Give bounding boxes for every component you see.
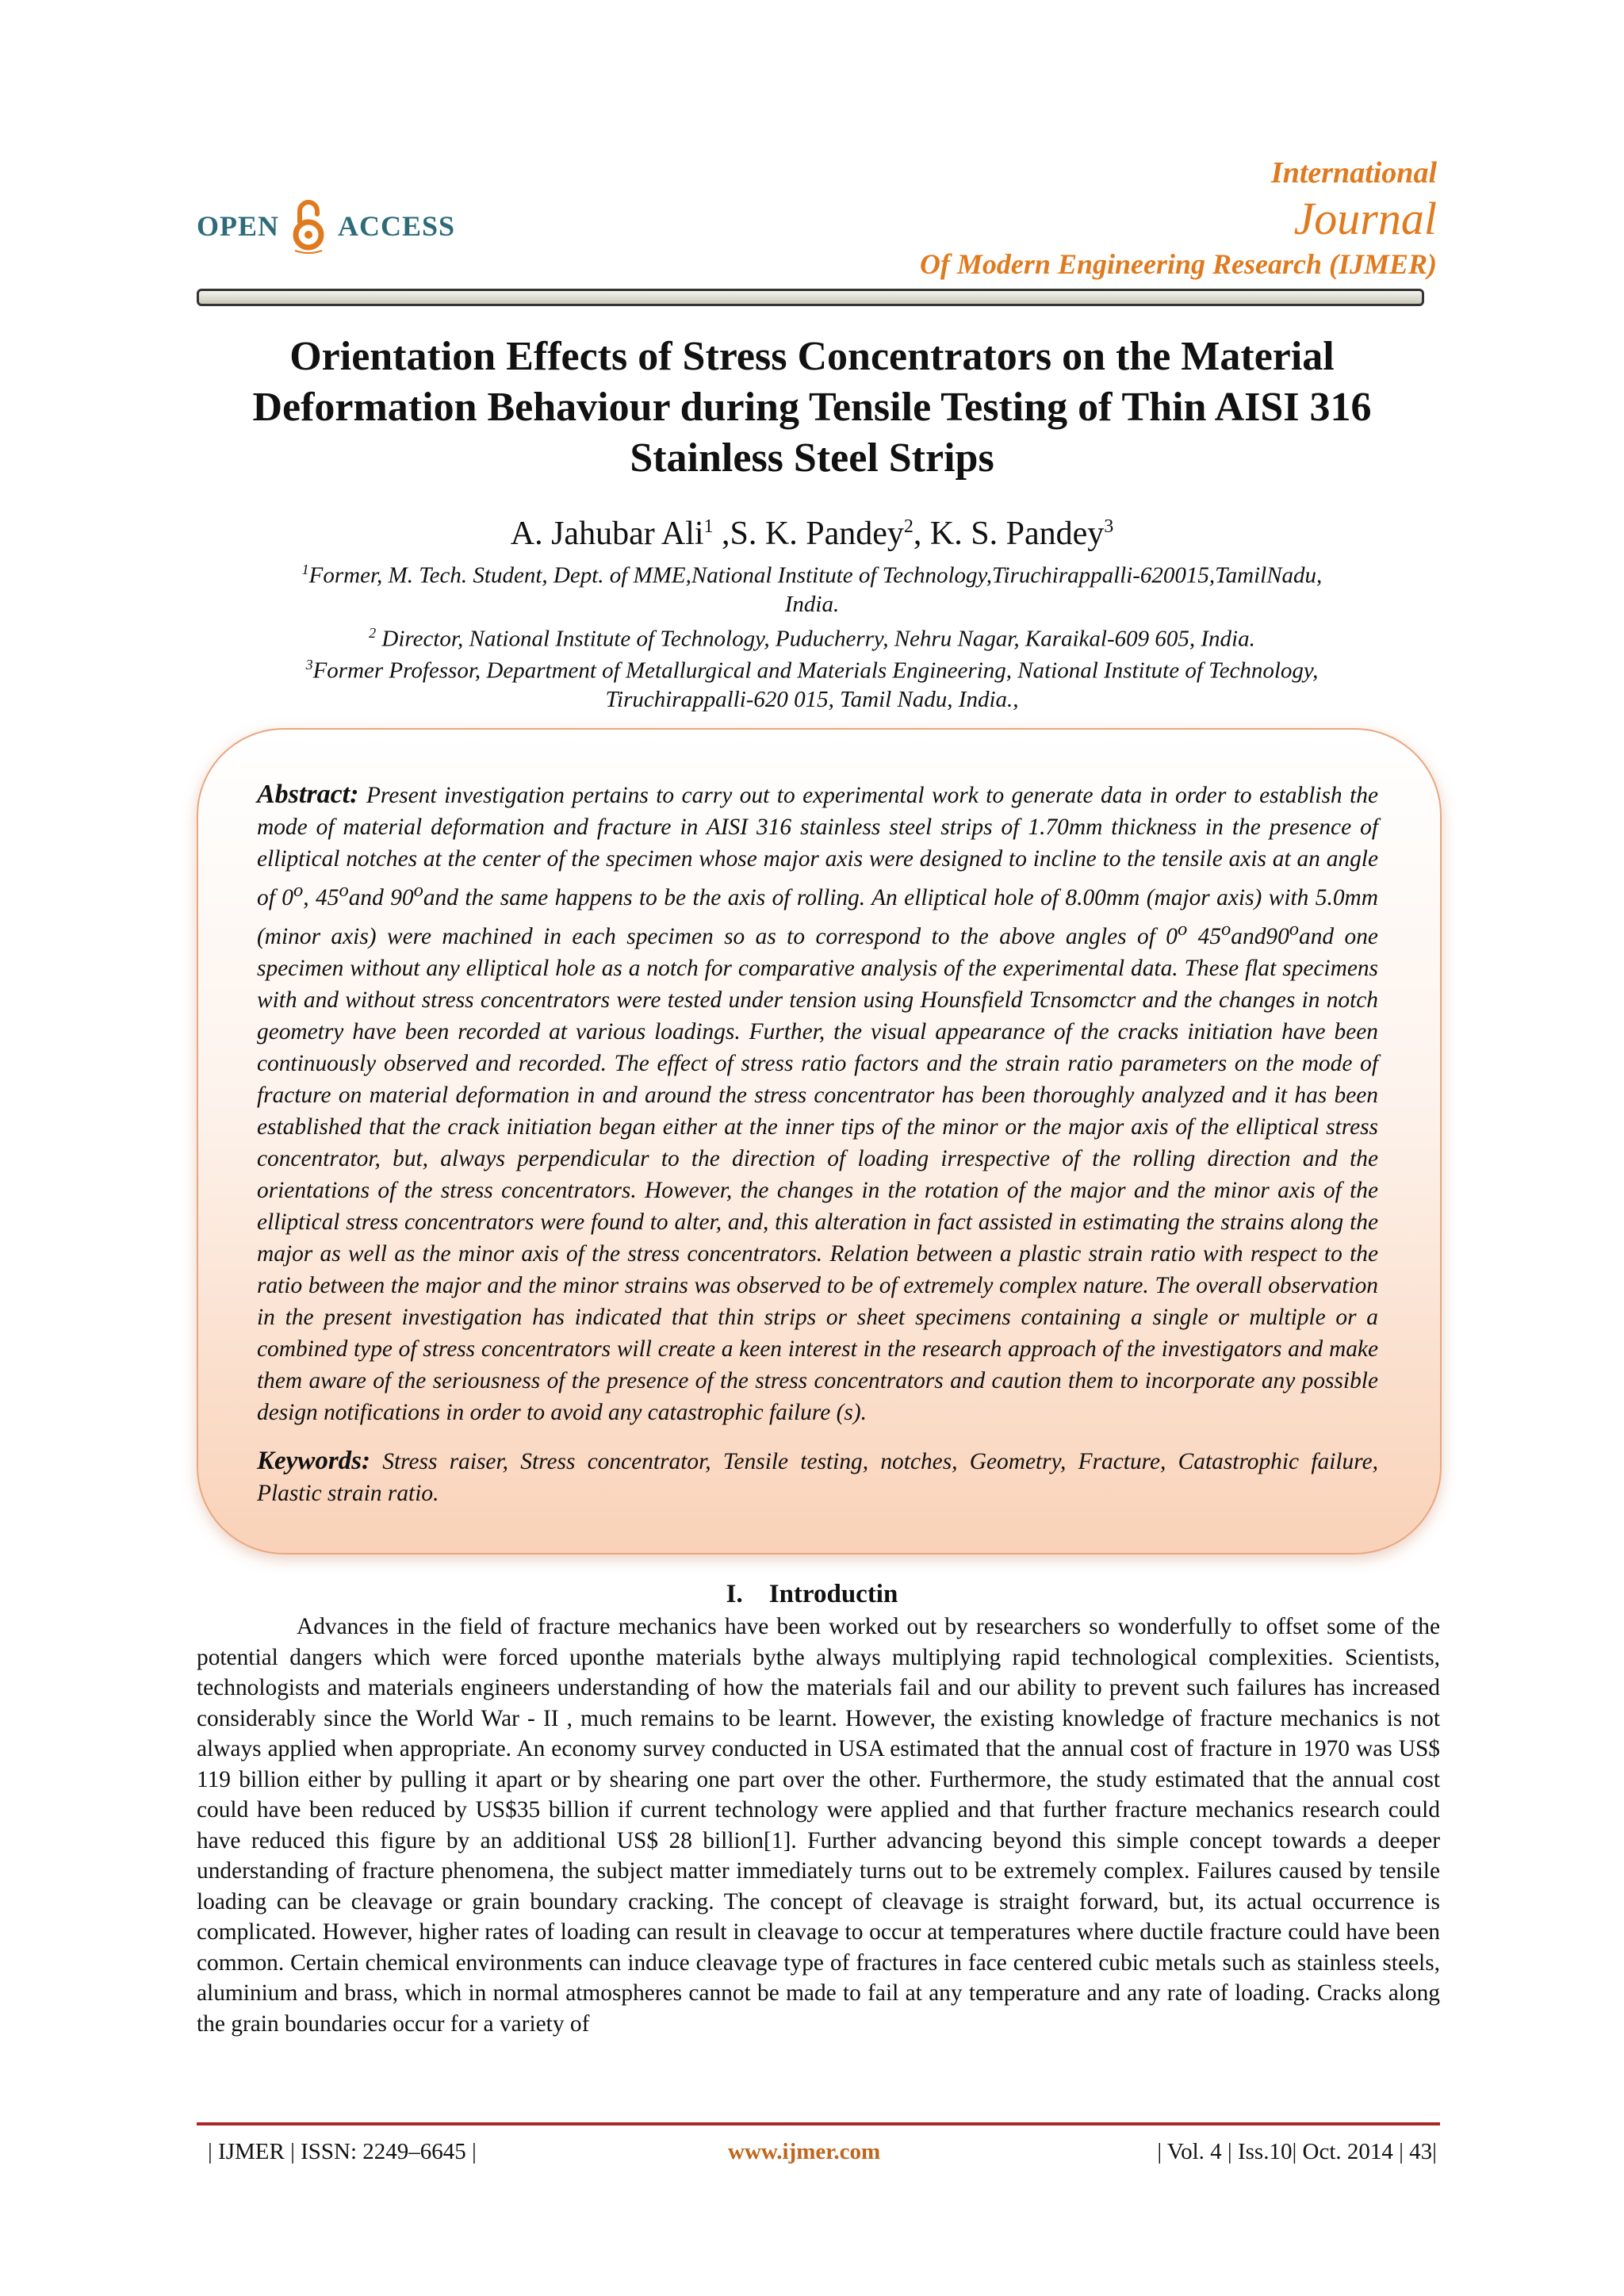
footer-rule — [197, 2122, 1440, 2125]
footer-website-link[interactable]: www.ijmer.com — [728, 2139, 881, 2164]
affiliation-2 — [182, 619, 1442, 654]
paper-title — [159, 332, 1465, 484]
affiliation-mark: 2 — [369, 625, 377, 641]
abstract-segment: and 90 — [348, 884, 414, 910]
abstract-segment: and the same happens to be the axis of rolling. An elliptical hole of 8.00mm (major axis) with 5.0mm (minor axis) were machined in each specimen so as to correspond to the above angles of 0 — [257, 884, 1379, 949]
section-heading: I. Introductin — [726, 1580, 898, 1608]
abstract-text — [257, 779, 1378, 1428]
author-name: A. Jahubar Ali — [510, 516, 704, 552]
journal-line-journal: Journal — [1293, 193, 1437, 244]
affiliation-1 — [182, 555, 1442, 619]
journal-name — [920, 154, 1437, 282]
degree-mark: o — [1221, 918, 1231, 940]
keywords-list: Stress raiser, Stress concentrator, Tensile testing, notches, Geometry, Fracture, Catastrophic failure, Plastic strain ratio. — [257, 1449, 1378, 1506]
title-line: Deformation Behaviour during Tensile Testing of Thin AISI 316 — [252, 385, 1372, 430]
abstract-segment: 45 — [1187, 923, 1222, 949]
degree-mark: o — [1289, 918, 1300, 940]
degree-mark: o — [413, 880, 423, 901]
abstract-segment: , 45 — [303, 884, 339, 910]
journal-line-international: International — [1270, 156, 1437, 190]
affiliation-text: Former Professor, Department of Metallurgical and Materials Engineering, National Institute of Technology, — [312, 657, 1319, 684]
open-access-left-text: OPEN — [197, 210, 280, 242]
affiliation-mark: 3 — [305, 657, 313, 673]
journal-line-ijmer: Of Modern Engineering Research (IJMER) — [919, 248, 1437, 280]
introduction-paragraph: Advances in the field of fracture mechanics have been worked out by researchers so wonderfully to offset some of the potential dangers which were forced uponthe materials bythe always multiplying rapid technological complexities. Scientists, technologists and materials engineers understanding of how the materials fail and our ability to prevent such failures has increased considerably since the World War - II , much remains to be learnt. However, the existing knowledge of fracture mechanics is not always applied when appropriate. An economy survey conducted in USA estimated that the annual cost of fracture in 1970 was US$ 119 billion either by pulling it apart or by shearing one part over the other. Furthermore, the study estimated that the annual cost could have been reduced by US$35 billion if current technology were applied and that further fracture mechanics research could have reduced this figure by an additional US$ 28 billion[1]. Further advancing beyond this simple concept towards a deeper understanding of fracture phenomena, the subject matter immediately turns out to be extremely complex. Failures caused by tensile loading can be cleavage or grain boundary cracking. The concept of cleavage is straight forward, but, its actual occurrence is complicated. However, higher rates of loading can result in cleavage to occur at temperatures where ductile fracture could have been common. Certain chemical environments can induce cleavage type of fractures in face centered cubic metals such as stainless steels, aluminium and brass, which in normal atmospheres cannot be made to fail at any temperature and any rate of loading. Cracks along the grain boundaries occur for a variety of — [197, 1614, 1440, 2037]
affiliation-text: Former, M. Tech. Student, Dept. of MME,National Institute of Technology,Tiruchirappalli-620015,TamilNadu, — [308, 562, 1323, 588]
author-list — [159, 506, 1465, 554]
header-divider-bar — [197, 289, 1424, 306]
open-access-logo — [197, 198, 455, 254]
affiliation-mark: 1 — [301, 562, 309, 577]
title-line: Stainless Steel Strips — [630, 435, 994, 481]
author-name: ,S. K. Pandey — [713, 516, 904, 552]
author-affiliation-mark: 3 — [1104, 516, 1114, 537]
footer-volume-page: | Vol. 4 | Iss.10| Oct. 2014 | 43| — [1157, 2139, 1437, 2164]
abstract-segment: and90 — [1231, 923, 1289, 949]
affiliation-text: Director, National Institute of Technology, Puducherry, Nehru Nagar, Karaikal-609 605, India. — [376, 626, 1255, 652]
keywords-label: Keywords: — [257, 1447, 370, 1475]
title-line: Orientation Effects of Stress Concentrators on the Material — [289, 334, 1335, 379]
affiliation-text: Tiruchirappalli-620 015, Tamil Nadu, India., — [605, 686, 1019, 712]
open-access-right-text: ACCESS — [338, 210, 456, 242]
author-affiliation-mark: 1 — [703, 516, 714, 537]
degree-mark: o — [293, 880, 304, 901]
author-affiliation-mark: 2 — [903, 516, 914, 537]
affiliation-3 — [182, 650, 1442, 714]
affiliation-text: India. — [784, 591, 840, 617]
abstract-segment: and one specimen without any elliptical hole as a notch for comparative analysis of the experimental data. These flat specimens with and without stress concentrators were tested under tension using Hounsfield Tcnsomctcr and the changes in notch geometry have been recorded at various loadings. Further, the visual appearance of the cracks initiation have been continuously observed and recorded. The effect of stress ratio factors and the strain ratio parameters on the mode of fracture on material deformation in and around the stress concentrator has been thoroughly analyzed and it has been established that the crack initiation began either at the inner tips of the minor or the major axis of the elliptical stress concentrator, but, always perpendicular to the direction of loading irrespective of the rolling direction and the orientations of the stress concentrators. However, the changes in the rotation of the major and the minor axis of the elliptical stress concentrators were found to alter, and, this alteration in fact assisted in estimating the strains along the major as well as the minor axis of the stress concentrators. Relation between a plastic strain ratio with respect to the ratio between the major and the minor strains was observed to be of extremely complex nature. The overall observation in the present investigation has indicated that thin strips or sheet specimens containing a single or multiple or a combined type of stress concentrators will create a keen interest in the research approach of the investigators and make them aware of the seriousness of the presence of the stress concentrators and caution them to incorporate any possible design notifications in order to avoid any catastrophic failure (s). — [257, 923, 1378, 1425]
author-name: , K. S. Pandey — [913, 516, 1105, 552]
degree-mark: o — [339, 880, 349, 901]
keywords — [257, 1445, 1378, 1509]
open-lock-icon — [290, 198, 327, 254]
footer-issn: | IJMER | ISSN: 2249–6645 | — [208, 2139, 477, 2164]
abstract-segment: Present investigation pertains to carry out to experimental work to generate data in order to establish the mode of material deformation and fracture in AISI 316 stainless steel strips of 1.70mm thickness in the presence of elliptical notches at the center of the specimen whose major axis were designed to incline to the tensile axis at an angle of 0 — [257, 783, 1378, 910]
degree-mark: o — [1177, 918, 1188, 940]
abstract-label: Abstract: — [257, 780, 359, 809]
